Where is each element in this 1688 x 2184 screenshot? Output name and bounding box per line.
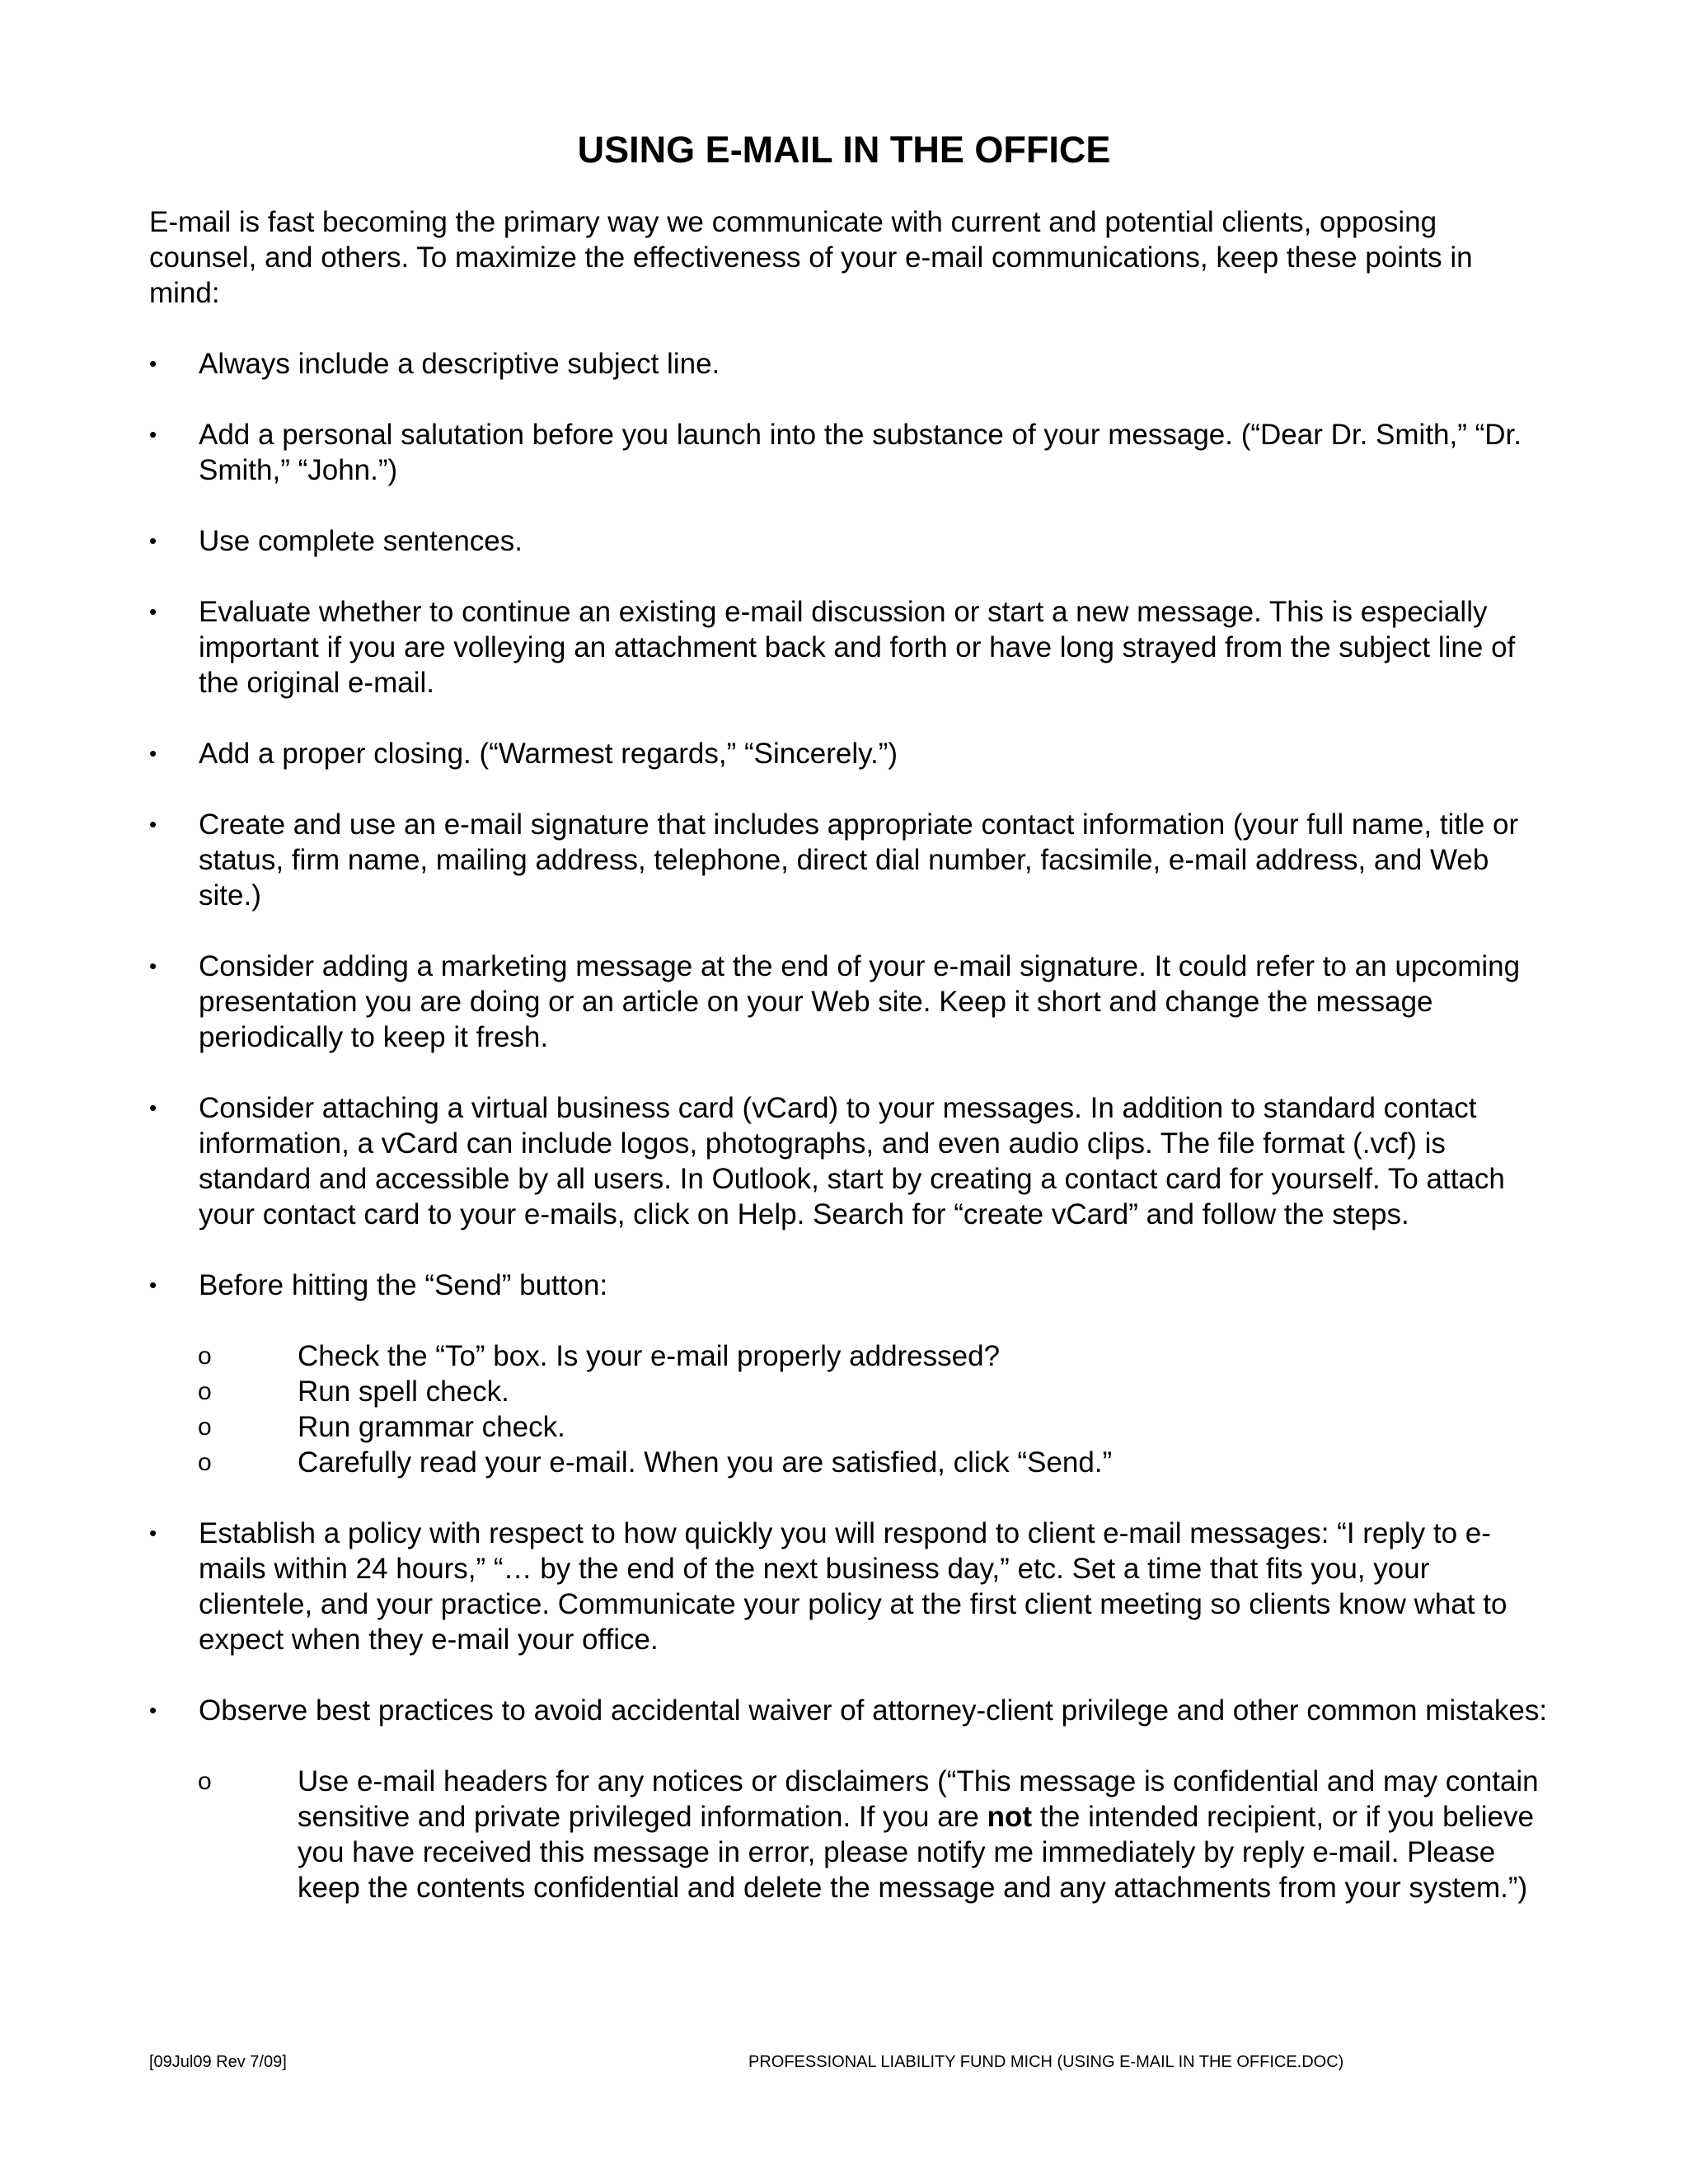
sub-list-item <box>199 1445 1550 1480</box>
bullet-icon: • <box>149 1272 157 1297</box>
sub-list-item <box>199 1374 1550 1409</box>
sub-list-item <box>199 1409 1550 1445</box>
bullet-icon: • <box>149 741 157 766</box>
intro-paragraph: E-mail is fast becoming the primary way we communicate with current and potential clients, opposing counsel, and others. To maximize the effectiveness of your e-mail communications, keep these points in mind: <box>149 206 1473 309</box>
bullet-icon: • <box>149 1095 157 1120</box>
bullet-icon: • <box>149 599 157 624</box>
sub-list-item-text: Run spell check. <box>298 1376 509 1408</box>
disclaimer-bold-word: not <box>987 1801 1032 1833</box>
list-item-text: Evaluate whether to continue an existing e-mail discussion or start a new message. This is especially important if you are volleying an attachment back and forth or have long strayed from the subject line of the original e-mail. <box>199 596 1516 699</box>
list-item <box>149 807 1550 913</box>
list-item-text: Add a proper closing. (“Warmest regards,” “Sincerely.”) <box>199 738 898 770</box>
sub-list-item <box>199 1338 1550 1374</box>
bullet-icon: • <box>149 954 157 978</box>
list-item <box>149 949 1550 1055</box>
best-practices-list <box>199 1764 1550 1905</box>
list-item-text: Establish a policy with respect to how quickly you will respond to client e-mail messages: “I reply to e-mails within 24 hours,” “… by the end of the next business day,” etc. Set a time that fits you, your clientele, and your practice. Communicate your policy at the first client meeting so clients know what to expect when they e-mail your office. <box>199 1517 1507 1656</box>
circle-bullet-icon: o <box>198 1413 212 1441</box>
list-item-text: Use complete sentences. <box>199 525 523 557</box>
sub-list-item-text: Check the “To” box. Is your e-mail properly addressed? <box>298 1340 1001 1372</box>
bullet-icon: • <box>149 1698 157 1722</box>
footer-document-name: PROFESSIONAL LIABILITY FUND MICH (USING E-MAIL IN THE OFFICE.DOC) <box>748 2053 1344 2071</box>
list-item-send-checklist <box>149 1268 1550 1480</box>
circle-bullet-icon: o <box>198 1343 212 1370</box>
list-item-text: Always include a descriptive subject line. <box>199 348 720 380</box>
circle-bullet-icon: o <box>198 1768 212 1795</box>
footer-revision: [09Jul09 Rev 7/09] <box>149 2053 287 2071</box>
sub-list-item <box>199 1764 1550 1905</box>
page-title: USING E-MAIL IN THE OFFICE <box>577 129 1111 171</box>
list-item <box>149 346 1550 382</box>
list-item <box>149 594 1550 701</box>
list-item <box>149 1516 1550 1657</box>
list-item-text: Before hitting the “Send” button: <box>199 1269 608 1301</box>
list-item <box>149 1090 1550 1232</box>
circle-bullet-icon: o <box>198 1449 212 1476</box>
list-item-text: Create and use an e-mail signature that includes appropriate contact information (your full name, title or status, firm name, mailing address, telephone, direct dial number, facsimile, e-mail address, and Web site.) <box>199 808 1519 912</box>
list-item <box>149 417 1550 488</box>
send-checklist <box>199 1338 1550 1480</box>
bullet-icon: • <box>149 422 157 447</box>
list-item <box>149 736 1550 771</box>
disclaimer-text-part1: Use e-mail headers for any notices or disclaimers (“This message is confidential and may contain sensitive and private privileged information. If you are <box>298 1765 1539 1833</box>
circle-bullet-icon: o <box>198 1378 212 1405</box>
sub-list-item-text: Carefully read your e-mail. When you are satisfied, click “Send.” <box>298 1446 1113 1479</box>
list-item-text: Consider adding a marketing message at the end of your e-mail signature. It could refer to an upcoming presentation you are doing or an article on your Web site. Keep it short and change the message periodically to keep it fresh. <box>199 950 1521 1053</box>
bullet-icon: • <box>149 812 157 837</box>
bullet-icon: • <box>149 1521 157 1545</box>
disclaimer-text-part2: the intended recipient, or if you believe you have received this message in error, please notify me immediately by reply e-mail. Please keep the contents confidential and delete the message and any attachments from your system.”) <box>298 1801 1534 1904</box>
list-item-text: Add a personal salutation before you launch into the substance of your message. (“Dear Dr. Smith,” “Dr. Smith,” “John.”) <box>199 419 1522 486</box>
list-item-text: Observe best practices to avoid accidental waiver of attorney-client privilege and other common mistakes: <box>199 1694 1548 1727</box>
list-item-best-practices <box>149 1693 1550 1905</box>
sub-list-item-text: Run grammar check. <box>298 1411 565 1443</box>
document-body <box>149 204 1550 1941</box>
bullet-icon: • <box>149 528 157 553</box>
bullet-icon: • <box>149 351 157 376</box>
tips-list <box>149 346 1550 1905</box>
list-item-text: Consider attaching a virtual business card (vCard) to your messages. In addition to standard contact information, a vCard can include logos, photographs, and even audio clips. The file format (.vcf) is standard and accessible by all users. In Outlook, start by creating a contact card for yourself. To attach your contact card to your e-mails, click on Help. Search for “create vCard” and follow the steps. <box>199 1092 1505 1230</box>
list-item <box>149 523 1550 559</box>
